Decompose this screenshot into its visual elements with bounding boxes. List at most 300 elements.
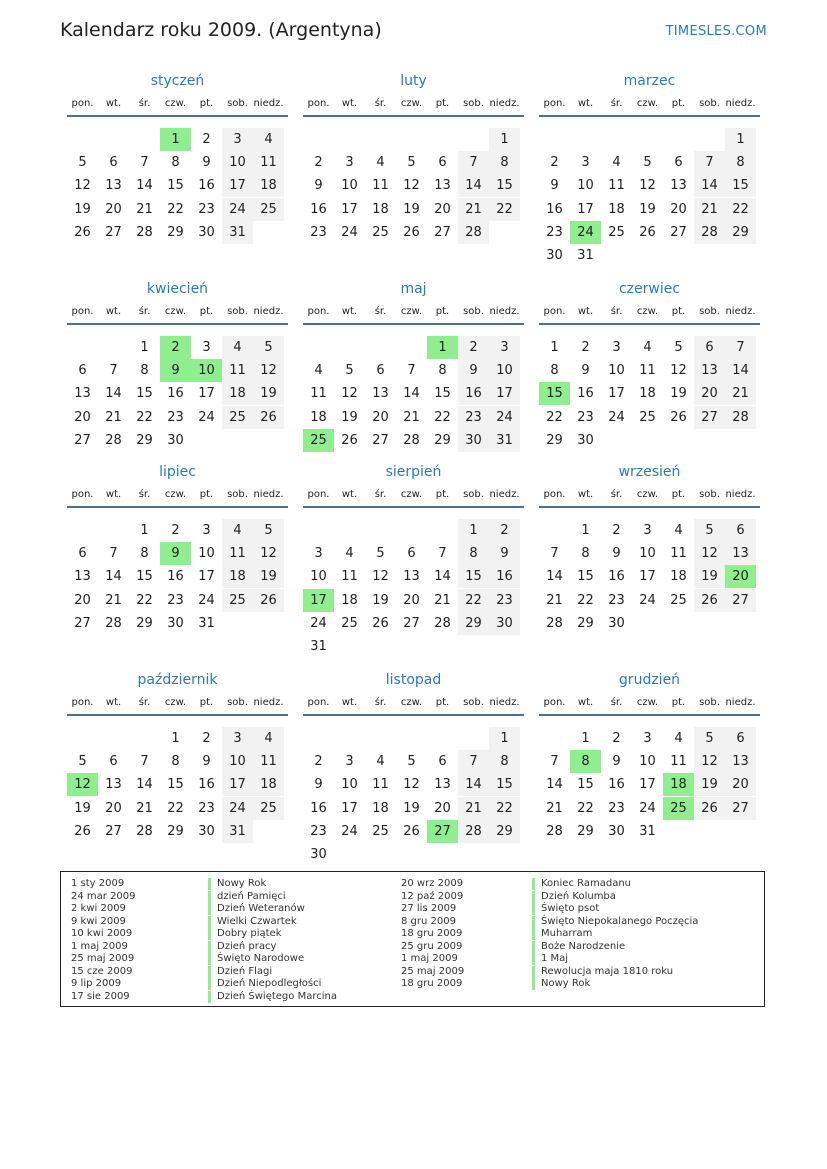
day-cell: 16 bbox=[167, 386, 184, 402]
day-cell: 18 bbox=[310, 409, 327, 425]
weekday-label: wt. bbox=[577, 489, 594, 500]
day-cell: 11 bbox=[253, 750, 284, 773]
day-cell: 26 bbox=[639, 224, 656, 240]
day-cell: 22 bbox=[489, 198, 520, 221]
weekday-label: śr. bbox=[138, 306, 151, 317]
day-cell: 24 bbox=[489, 406, 520, 429]
legend-date: 9 lip 2009 bbox=[71, 978, 122, 989]
day-cell: 13 bbox=[434, 178, 451, 194]
day-cell: 18 bbox=[341, 592, 358, 608]
weekday-label: śr. bbox=[138, 489, 151, 500]
day-cell: 9 bbox=[314, 178, 323, 194]
day-cell: 6 bbox=[78, 363, 87, 379]
day-cell: 4 bbox=[376, 754, 385, 770]
legend-date: 1 maj 2009 bbox=[71, 940, 128, 952]
weekday-label: wt. bbox=[577, 98, 594, 109]
day-cell: 29 bbox=[489, 820, 520, 843]
day-cell: 14 bbox=[105, 569, 122, 585]
day-cell: 2 bbox=[489, 519, 520, 542]
day-cell: 14 bbox=[458, 773, 489, 796]
weekday-label: pt. bbox=[199, 489, 214, 500]
day-cell: 8 bbox=[171, 155, 180, 171]
day-cell: 10 bbox=[608, 363, 625, 379]
day-cell: 9 bbox=[202, 754, 211, 770]
weekday-label: niedz. bbox=[489, 489, 520, 500]
weekday-label: pon. bbox=[307, 697, 330, 708]
weekday-label: śr. bbox=[138, 697, 151, 708]
day-cell: 3 bbox=[345, 754, 354, 770]
month-name: marzec bbox=[623, 73, 676, 89]
day-cell: 14 bbox=[136, 178, 153, 194]
weekday-header bbox=[303, 98, 524, 112]
day-cell: 8 bbox=[725, 151, 756, 174]
day-cell: 14 bbox=[694, 174, 725, 197]
weekday-label: pt. bbox=[199, 697, 214, 708]
weekday-label: wt. bbox=[577, 306, 594, 317]
day-cell: 23 bbox=[310, 823, 327, 839]
day-cell: 4 bbox=[376, 155, 385, 171]
day-cell: 6 bbox=[674, 155, 683, 171]
day-cell: 31 bbox=[198, 615, 215, 631]
day-cell: 23 bbox=[310, 224, 327, 240]
day-cell: 13 bbox=[434, 777, 451, 793]
day-cell: 18 bbox=[222, 565, 253, 588]
weekday-header bbox=[67, 697, 288, 711]
day-cell: 26 bbox=[670, 409, 687, 425]
day-cell: 12 bbox=[670, 363, 687, 379]
day-cell: 7 bbox=[458, 151, 489, 174]
weekday-label: pon. bbox=[71, 306, 94, 317]
weekday-header bbox=[67, 98, 288, 112]
day-cell: 4 bbox=[674, 523, 683, 538]
day-cell: 30 bbox=[608, 823, 625, 839]
brand-link[interactable]: TIMESLES.COM bbox=[665, 24, 767, 39]
day-cell: 16 bbox=[608, 777, 625, 793]
day-cell: 15 bbox=[136, 569, 153, 585]
day-cell: 7 bbox=[109, 363, 118, 379]
day-cell: 25 bbox=[372, 823, 389, 839]
month-name: lipiec bbox=[159, 464, 196, 480]
day-cell: 11 bbox=[372, 178, 389, 194]
day-cell: 6 bbox=[376, 363, 385, 379]
weekday-label: czw. bbox=[636, 697, 659, 708]
day-cell: 29 bbox=[136, 615, 153, 631]
legend-date: 2 kwi 2009 bbox=[71, 903, 126, 914]
day-cell: 29 bbox=[577, 615, 594, 631]
day-cell: 6 bbox=[78, 546, 87, 562]
header-rule bbox=[539, 714, 760, 716]
day-cell: 27 bbox=[105, 224, 122, 240]
day-cell: 18 bbox=[253, 174, 284, 197]
weekday-label: pon. bbox=[543, 697, 566, 708]
day-cell: 4 bbox=[674, 731, 683, 746]
month-name: październik bbox=[137, 672, 218, 688]
day-cell: 22 bbox=[167, 800, 184, 816]
header-rule bbox=[539, 323, 760, 325]
day-cell: 26 bbox=[403, 823, 420, 839]
month-name: styczeń bbox=[150, 73, 205, 89]
day-cell: 2 bbox=[612, 523, 621, 538]
day-cell: 4 bbox=[222, 336, 253, 359]
day-cell: 30 bbox=[489, 612, 520, 635]
holiday-day-cell: 9 bbox=[160, 542, 191, 565]
day-cell: 28 bbox=[136, 224, 153, 240]
day-cell: 18 bbox=[670, 569, 687, 585]
day-cell: 15 bbox=[489, 773, 520, 796]
day-cell: 4 bbox=[643, 340, 652, 355]
day-cell: 24 bbox=[639, 592, 656, 608]
weekday-label: wt. bbox=[341, 489, 358, 500]
day-cell: 5 bbox=[78, 754, 87, 770]
day-cell: 16 bbox=[458, 382, 489, 405]
day-cell: 24 bbox=[222, 797, 253, 820]
holiday-day-cell: 10 bbox=[191, 359, 222, 382]
day-cell: 10 bbox=[310, 569, 327, 585]
day-cell: 21 bbox=[546, 592, 563, 608]
legend-date: 20 wrz 2009 bbox=[401, 878, 464, 889]
day-cell: 13 bbox=[372, 386, 389, 402]
day-cell: 10 bbox=[577, 178, 594, 194]
weekday-label: czw. bbox=[164, 306, 187, 317]
legend-date: 8 gru 2009 bbox=[401, 915, 456, 927]
legend-date: 18 gru 2009 bbox=[401, 928, 463, 939]
day-cell: 19 bbox=[341, 409, 358, 425]
weekday-label: pon. bbox=[543, 489, 566, 500]
month-name: czerwiec bbox=[618, 281, 681, 297]
day-cell: 10 bbox=[639, 546, 656, 562]
legend-holiday-name: Rewolucja maja 1810 roku bbox=[532, 966, 673, 978]
legend-holiday-name: Dzień Kolumba bbox=[532, 891, 616, 903]
legend-holiday-name: Święto Narodowe bbox=[208, 953, 304, 965]
weekday-label: pon. bbox=[307, 489, 330, 500]
day-cell: 23 bbox=[167, 409, 184, 425]
day-cell: 21 bbox=[725, 382, 756, 405]
holiday-day-cell: 20 bbox=[725, 565, 756, 588]
day-cell: 10 bbox=[639, 754, 656, 770]
day-cell: 3 bbox=[314, 546, 323, 562]
day-cell: 1 bbox=[140, 340, 149, 355]
day-cell: 4 bbox=[314, 363, 323, 379]
weekday-header bbox=[67, 306, 288, 320]
day-cell: 29 bbox=[434, 432, 451, 448]
day-cell: 9 bbox=[612, 546, 621, 562]
day-cell: 17 bbox=[222, 174, 253, 197]
day-cell: 21 bbox=[458, 198, 489, 221]
page-title: Kalendarz roku 2009. (Argentyna) bbox=[60, 19, 382, 41]
day-cell: 20 bbox=[434, 800, 451, 816]
day-cell: 23 bbox=[167, 592, 184, 608]
month-name: kwiecień bbox=[146, 281, 209, 297]
day-cell: 16 bbox=[608, 569, 625, 585]
day-cell: 28 bbox=[546, 823, 563, 839]
day-cell: 19 bbox=[670, 386, 687, 402]
weekday-label: niedz. bbox=[253, 306, 284, 317]
day-cell: 26 bbox=[694, 797, 725, 820]
day-cell: 18 bbox=[253, 773, 284, 796]
day-cell: 19 bbox=[74, 800, 91, 816]
legend-holiday-name: Dzień Flagi bbox=[208, 966, 272, 978]
day-cell: 5 bbox=[407, 754, 416, 770]
weekday-label: śr. bbox=[610, 98, 623, 109]
day-cell: 8 bbox=[140, 363, 149, 379]
weekday-label: wt. bbox=[105, 306, 122, 317]
legend-date: 25 maj 2009 bbox=[401, 965, 465, 977]
day-cell: 1 bbox=[581, 731, 590, 746]
day-cell: 17 bbox=[198, 386, 215, 402]
day-cell: 27 bbox=[670, 224, 687, 240]
day-cell: 20 bbox=[74, 592, 91, 608]
day-cell: 11 bbox=[253, 151, 284, 174]
header-rule bbox=[67, 714, 288, 716]
weekday-label: pon. bbox=[307, 306, 330, 317]
day-cell: 17 bbox=[608, 386, 625, 402]
day-cell: 1 bbox=[140, 523, 149, 538]
day-cell: 1 bbox=[550, 340, 559, 355]
day-cell: 14 bbox=[546, 569, 563, 585]
day-cell: 27 bbox=[372, 432, 389, 448]
weekday-label: sob. bbox=[227, 98, 248, 109]
weekday-label: wt. bbox=[105, 489, 122, 500]
day-cell: 6 bbox=[109, 155, 118, 171]
day-cell: 21 bbox=[136, 201, 153, 217]
weekday-label: sob. bbox=[227, 306, 248, 317]
legend-holiday-name: Nowy Rok bbox=[208, 878, 266, 890]
header-rule bbox=[303, 714, 524, 716]
day-cell: 31 bbox=[310, 639, 327, 654]
header-rule bbox=[539, 115, 760, 117]
day-cell: 27 bbox=[725, 797, 756, 820]
day-cell: 10 bbox=[489, 359, 520, 382]
day-cell: 20 bbox=[372, 409, 389, 425]
day-cell: 29 bbox=[167, 823, 184, 839]
day-cell: 23 bbox=[608, 592, 625, 608]
weekday-label: czw. bbox=[400, 98, 423, 109]
day-cell: 30 bbox=[546, 248, 563, 263]
weekday-label: czw. bbox=[636, 306, 659, 317]
day-cell: 14 bbox=[136, 777, 153, 793]
weekday-label: pt. bbox=[435, 98, 450, 109]
day-cell: 9 bbox=[550, 178, 559, 194]
day-cell: 13 bbox=[694, 359, 725, 382]
month-name: grudzień bbox=[618, 672, 681, 688]
day-cell: 19 bbox=[74, 201, 91, 217]
weekday-label: pon. bbox=[543, 306, 566, 317]
day-cell: 15 bbox=[577, 777, 594, 793]
day-cell: 13 bbox=[403, 569, 420, 585]
day-cell: 18 bbox=[372, 201, 389, 217]
day-cell: 13 bbox=[105, 777, 122, 793]
day-cell: 28 bbox=[546, 615, 563, 631]
day-cell: 5 bbox=[78, 155, 87, 171]
weekday-header bbox=[539, 489, 760, 503]
day-cell: 2 bbox=[458, 336, 489, 359]
day-cell: 28 bbox=[694, 221, 725, 244]
day-cell: 13 bbox=[670, 178, 687, 194]
day-cell: 30 bbox=[310, 847, 327, 862]
day-cell: 22 bbox=[577, 800, 594, 816]
day-cell: 24 bbox=[198, 409, 215, 425]
day-cell: 25 bbox=[639, 409, 656, 425]
day-cell: 4 bbox=[222, 519, 253, 542]
day-cell: 3 bbox=[643, 731, 652, 746]
day-cell: 20 bbox=[403, 592, 420, 608]
day-cell: 28 bbox=[458, 221, 489, 244]
weekday-label: pt. bbox=[671, 98, 686, 109]
day-cell: 12 bbox=[253, 542, 284, 565]
weekday-header bbox=[303, 489, 524, 503]
legend-holiday-name: Dobry piątek bbox=[208, 928, 282, 940]
legend-date: 25 maj 2009 bbox=[71, 953, 135, 964]
day-cell: 2 bbox=[612, 731, 621, 746]
day-cell: 7 bbox=[109, 546, 118, 562]
day-cell: 30 bbox=[167, 432, 184, 448]
day-cell: 9 bbox=[581, 363, 590, 379]
day-cell: 2 bbox=[314, 155, 323, 171]
month-name: wrzesień bbox=[618, 464, 681, 480]
day-cell: 23 bbox=[546, 224, 563, 240]
day-cell: 22 bbox=[136, 592, 153, 608]
day-cell: 29 bbox=[136, 432, 153, 448]
day-cell: 21 bbox=[434, 592, 451, 608]
holiday-day-cell: 9 bbox=[160, 359, 191, 382]
day-cell: 31 bbox=[639, 823, 656, 839]
day-cell: 22 bbox=[577, 592, 594, 608]
weekday-label: niedz. bbox=[489, 98, 520, 109]
weekday-header bbox=[67, 489, 288, 503]
day-cell: 18 bbox=[639, 386, 656, 402]
header-rule bbox=[303, 115, 524, 117]
day-cell: 23 bbox=[577, 409, 594, 425]
holiday-day-cell: 1 bbox=[427, 336, 458, 359]
weekday-header bbox=[539, 98, 760, 112]
day-cell: 13 bbox=[725, 542, 756, 565]
month-name: maj bbox=[400, 281, 427, 297]
day-cell: 1 bbox=[171, 731, 180, 746]
day-cell: 28 bbox=[136, 823, 153, 839]
day-cell: 15 bbox=[577, 569, 594, 585]
day-cell: 17 bbox=[639, 569, 656, 585]
day-cell: 3 bbox=[643, 523, 652, 538]
day-cell: 27 bbox=[74, 615, 91, 631]
day-cell: 8 bbox=[140, 546, 149, 562]
day-cell: 6 bbox=[725, 519, 756, 542]
header-rule bbox=[67, 323, 288, 325]
holiday-day-cell: 25 bbox=[663, 797, 694, 820]
day-cell: 26 bbox=[253, 589, 284, 612]
weekday-header bbox=[303, 697, 524, 711]
day-cell: 13 bbox=[74, 386, 91, 402]
weekday-label: śr. bbox=[610, 489, 623, 500]
day-cell: 24 bbox=[341, 823, 358, 839]
day-cell: 26 bbox=[74, 224, 91, 240]
day-cell: 25 bbox=[670, 592, 687, 608]
weekday-label: niedz. bbox=[253, 697, 284, 708]
day-cell: 5 bbox=[253, 519, 284, 542]
day-cell: 9 bbox=[612, 754, 621, 770]
weekday-label: wt. bbox=[577, 697, 594, 708]
day-cell: 5 bbox=[376, 546, 385, 562]
legend-date: 27 lis 2009 bbox=[401, 903, 457, 914]
day-cell: 18 bbox=[222, 382, 253, 405]
weekday-label: czw. bbox=[400, 697, 423, 708]
day-cell: 21 bbox=[105, 409, 122, 425]
weekday-header bbox=[539, 697, 760, 711]
holiday-day-cell: 24 bbox=[570, 221, 601, 244]
day-cell: 8 bbox=[550, 363, 559, 379]
day-cell: 13 bbox=[105, 178, 122, 194]
weekday-label: niedz. bbox=[725, 489, 756, 500]
legend-date: 1 maj 2009 bbox=[401, 953, 458, 964]
day-cell: 17 bbox=[577, 201, 594, 217]
day-cell: 14 bbox=[546, 777, 563, 793]
day-cell: 7 bbox=[407, 363, 416, 379]
weekday-label: śr. bbox=[610, 306, 623, 317]
day-cell: 27 bbox=[74, 432, 91, 448]
day-cell: 7 bbox=[725, 336, 756, 359]
day-cell: 5 bbox=[407, 155, 416, 171]
day-cell: 30 bbox=[198, 823, 215, 839]
day-cell: 4 bbox=[253, 727, 284, 750]
day-cell: 19 bbox=[253, 565, 284, 588]
weekday-label: sob. bbox=[463, 489, 484, 500]
legend-date: 17 sie 2009 bbox=[71, 990, 130, 1002]
weekday-label: śr. bbox=[374, 98, 387, 109]
day-cell: 15 bbox=[167, 178, 184, 194]
day-cell: 5 bbox=[345, 363, 354, 379]
day-cell: 29 bbox=[167, 224, 184, 240]
day-cell: 2 bbox=[550, 155, 559, 171]
weekday-label: sob. bbox=[463, 697, 484, 708]
day-cell: 11 bbox=[222, 359, 253, 382]
day-cell: 24 bbox=[608, 409, 625, 425]
day-cell: 3 bbox=[489, 336, 520, 359]
day-cell: 4 bbox=[253, 128, 284, 151]
day-cell: 5 bbox=[253, 336, 284, 359]
holiday-day-cell: 27 bbox=[427, 820, 458, 843]
day-cell: 21 bbox=[694, 198, 725, 221]
legend-holiday-name: Dzień Świętego Marcina bbox=[208, 991, 337, 1003]
day-cell: 17 bbox=[222, 773, 253, 796]
day-cell: 11 bbox=[608, 178, 625, 194]
day-cell: 26 bbox=[694, 589, 725, 612]
day-cell: 8 bbox=[581, 546, 590, 562]
day-cell: 28 bbox=[105, 432, 122, 448]
day-cell: 1 bbox=[458, 519, 489, 542]
day-cell: 20 bbox=[694, 382, 725, 405]
day-cell: 19 bbox=[639, 201, 656, 217]
weekday-label: czw. bbox=[164, 98, 187, 109]
day-cell: 21 bbox=[105, 592, 122, 608]
day-cell: 21 bbox=[136, 800, 153, 816]
day-cell: 23 bbox=[608, 800, 625, 816]
day-cell: 31 bbox=[489, 429, 520, 452]
day-cell: 25 bbox=[341, 615, 358, 631]
day-cell: 16 bbox=[577, 386, 594, 402]
weekday-label: niedz. bbox=[725, 306, 756, 317]
day-cell: 26 bbox=[74, 823, 91, 839]
day-cell: 17 bbox=[198, 569, 215, 585]
weekday-label: wt. bbox=[341, 306, 358, 317]
day-cell: 11 bbox=[310, 386, 327, 402]
day-cell: 5 bbox=[694, 727, 725, 750]
holiday-day-cell: 8 bbox=[570, 750, 601, 773]
legend-date: 25 gru 2009 bbox=[401, 940, 463, 952]
day-cell: 7 bbox=[694, 151, 725, 174]
day-cell: 15 bbox=[136, 386, 153, 402]
day-cell: 6 bbox=[438, 155, 447, 171]
day-cell: 27 bbox=[403, 615, 420, 631]
day-cell: 24 bbox=[310, 615, 327, 631]
